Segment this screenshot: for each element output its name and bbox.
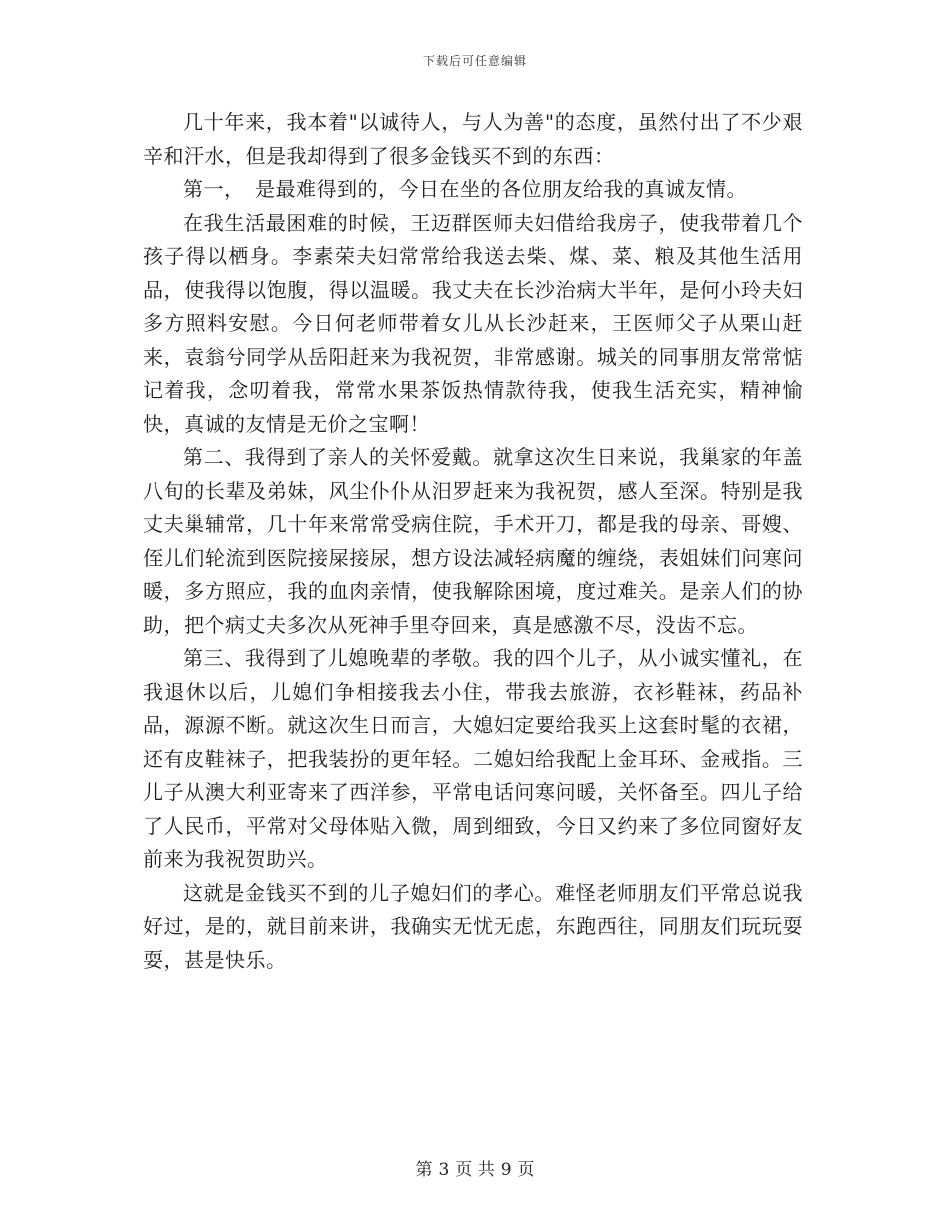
footer-middle: 页 共 — [455, 1160, 495, 1180]
footer-prefix: 第 — [415, 1160, 433, 1180]
paragraph-intro: 几十年来，我本着"以诚待人，与人为善"的态度，虽然付出了不少艰辛和汗水，但是我却得到了很多金钱买不到的东西： — [143, 110, 803, 168]
paragraph-second: 第二、我得到了亲人的关怀爱戴。就拿这次生日来说，我巢家的年盖八旬的长辈及弟妹，风尘仆仆从汨罗赶来为我祝贺，感人至深。特别是我丈夫巢辅常，几十年来常常受病住院，手术开刀，都是我的母亲、哥嫂、侄儿们轮流到医院接屎接尿，想方设法减轻病魔的缠绕，表姐妹们问寒问暖，多方照应，我的血肉亲情，使我解除困境，度过难关。是亲人们的协助，把个病丈夫多次从死神手里夺回来，真是感激不尽，没齿不忘。 — [143, 445, 803, 637]
footer-current-page: 3 — [438, 1160, 450, 1180]
footer-suffix: 页 — [517, 1160, 535, 1180]
page-number-footer — [0, 1155, 950, 1180]
paragraph-third: 第三、我得到了儿媳晚辈的孝敬。我的四个儿子，从小诚实懂礼，在我退休以后，儿媳们争相接我去小住，带我去旅游，衣衫鞋袜，药品补品，源源不断。就这次生日而言，大媳妇定要给我买上这套时髦的衣裙，还有皮鞋袜子，把我装扮的更年轻。二媳妇给我配上金耳环、金戒指。三儿子从澳大利亚寄来了西洋参，平常电话问寒问暖，关怀备至。四儿子给了人民币，平常对父母体贴入微，周到细致，今日又约来了多位同窗好友前来为我祝贺助兴。 — [143, 646, 803, 871]
paragraph-first: 第一， 是最难得到的，今日在坐的各位朋友给我的真诚友情。 — [183, 177, 747, 201]
paragraph-conclusion: 这就是金钱买不到的儿子媳妇们的孝心。难怪老师朋友们平常总说我好过，是的，就目前来讲，我确实无忧无虑，东跑西往，同朋友们玩玩耍耍，甚是快乐。 — [143, 880, 803, 972]
footer-total-pages: 9 — [500, 1160, 512, 1180]
document-body — [143, 106, 803, 977]
paragraph-friendship: 在我生活最困难的时候，王迈群医师夫妇借给我房子，使我带着几个孩子得以栖身。李素荣夫妇常常给我送去柴、煤、菜、粮及其他生活用品，使我得以饱腹，得以温暖。我丈夫在长沙治病大半年，是何小玲夫妇多方照料安慰。今日何老师带着女儿从长沙赶来，王医师父子从栗山赶来，袁翁兮同学从岳阳赶来为我祝贺，非常感谢。城关的同事朋友常常惦记着我，念叨着我，常常水果茶饭热情款待我，使我生活充实，精神愉快，真诚的友情是无价之宝啊！ — [143, 210, 803, 436]
header-note: 下载后可任意编辑 — [422, 54, 527, 68]
